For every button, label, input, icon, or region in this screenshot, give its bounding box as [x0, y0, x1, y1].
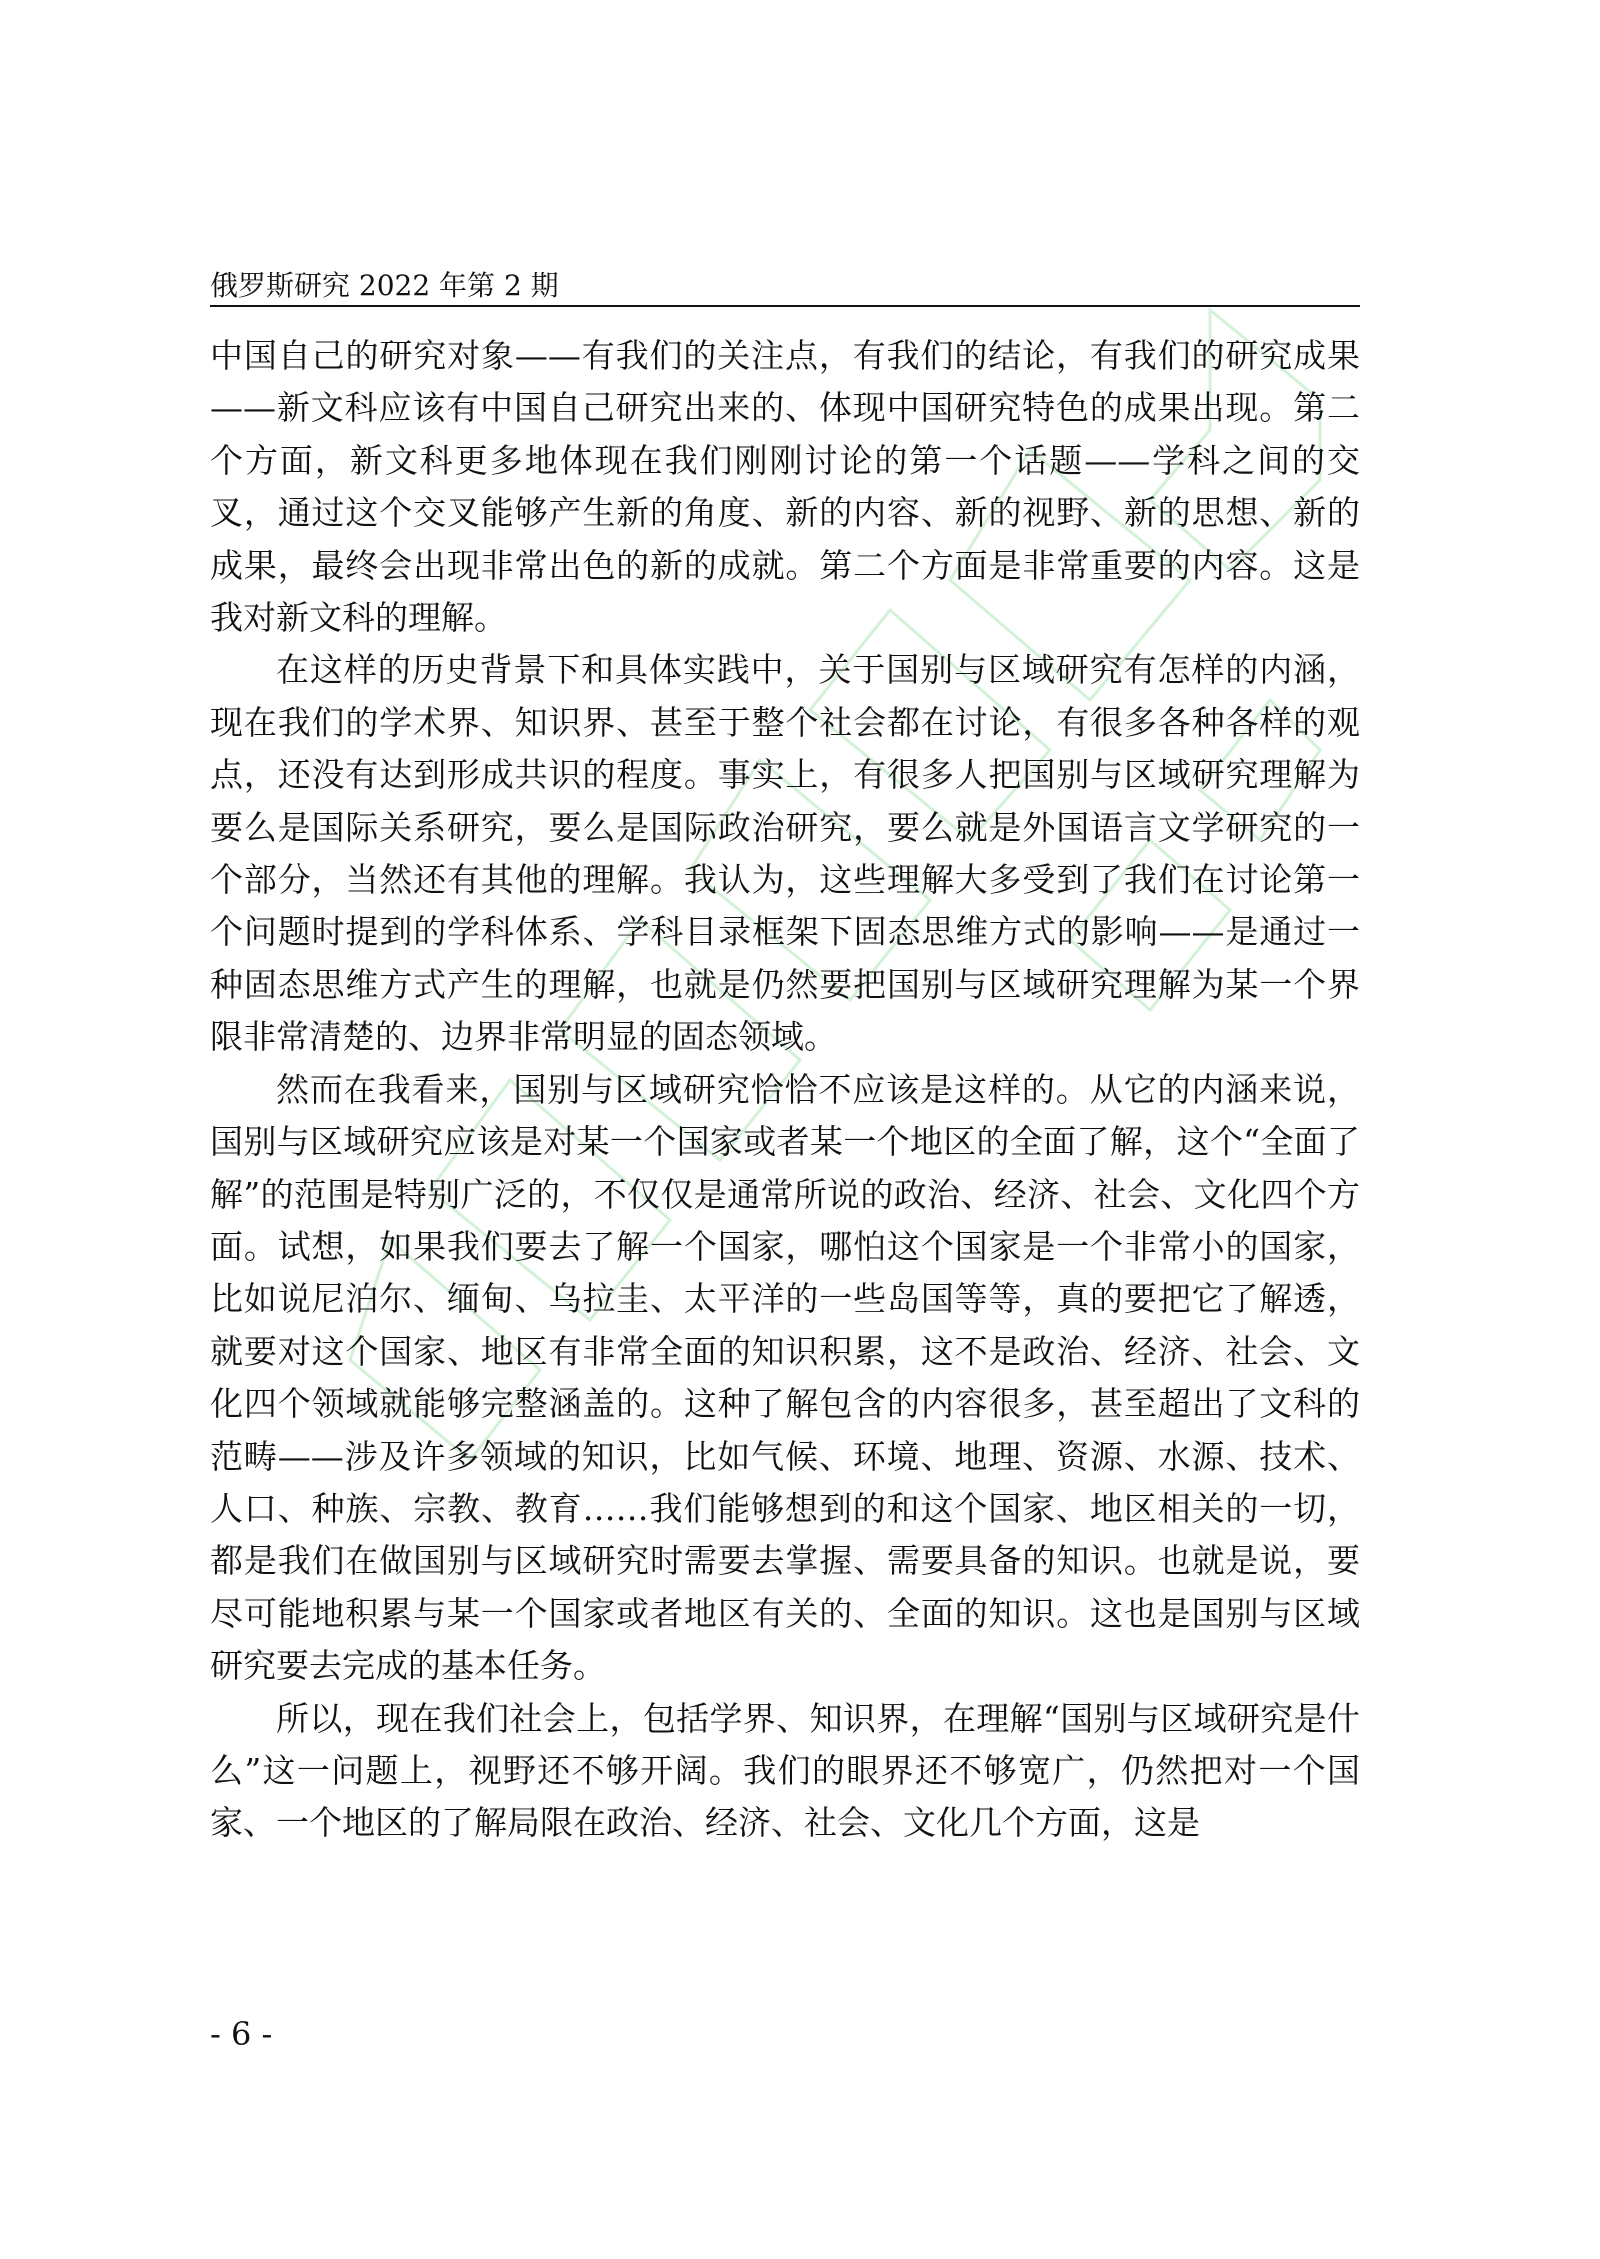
page-number: - 6 -	[210, 2015, 273, 2053]
paragraph-4: 所以，现在我们社会上，包括学界、知识界，在理解“国别与区域研究是什么”这一问题上，视野还不够开阔。我们的眼界还不够宽广，仍然把对一个国家、一个地区的了解局限在政治、经济、社会、文化几个方面，这是	[210, 1698, 1360, 1843]
paragraph-1: 中国自己的研究对象——有我们的关注点，有我们的结论，有我们的研究成果——新文科应该有中国自己研究出来的、体现中国研究特色的成果出现。第二个方面，新文科更多地体现在我们刚刚讨论的第一个话题——学科之间的交叉，通过这个交叉能够产生新的角度、新的内容、新的视野、新的思想、新的成果，最终会出现非常出色的新的成就。第二个方面是非常重要的内容。这是我对新文科的理解。	[210, 336, 1360, 638]
running-head: 俄罗斯研究 2022 年第 2 期	[210, 269, 559, 302]
paragraph-2: 在这样的历史背景下和具体实践中，关于国别与区域研究有怎样的内涵，现在我们的学术界、知识界、甚至于整个社会都在讨论，有很多各种各样的观点，还没有达到形成共识的程度。事实上，有很多人把国别与区域研究理解为要么是国际关系研究，要么是国际政治研究，要么就是外国语言文学研究的一个部分，当然还有其他的理解。我认为，这些理解大多受到了我们在讨论第一个问题时提到的学科体系、学科目录框架下固态思维方式的影响——是通过一种固态思维方式产生的理解，也就是仍然要把国别与区域研究理解为某一个界限非常清楚的、边界非常明显的固态领域。	[210, 650, 1360, 1057]
article-body	[210, 330, 1360, 1850]
header-rule	[210, 305, 1360, 307]
paragraph-3: 然而在我看来，国别与区域研究恰恰不应该是这样的。从它的内涵来说，国别与区域研究应该是对某一个国家或者某一个地区的全面了解，这个“全面了解”的范围是特别广泛的，不仅仅是通常所说的政治、经济、社会、文化四个方面。试想，如果我们要去了解一个国家，哪怕这个国家是一个非常小的国家，比如说尼泊尔、缅甸、乌拉圭、太平洋的一些岛国等等，真的要把它了解透，就要对这个国家、地区有非常全面的知识积累，这不是政治、经济、社会、文化四个领域就能够完整涵盖的。这种了解包含的内容很多，甚至超出了文科的范畴——涉及许多领域的知识，比如气候、环境、地理、资源、水源、技术、人口、种族、宗教、教育……我们能够想到的和这个国家、地区相关的一切，都是我们在做国别与区域研究时需要去掌握、需要具备的知识。也就是说，要尽可能地积累与某一个国家或者地区有关的、全面的知识。这也是国别与区域研究要去完成的基本任务。	[210, 1069, 1360, 1686]
